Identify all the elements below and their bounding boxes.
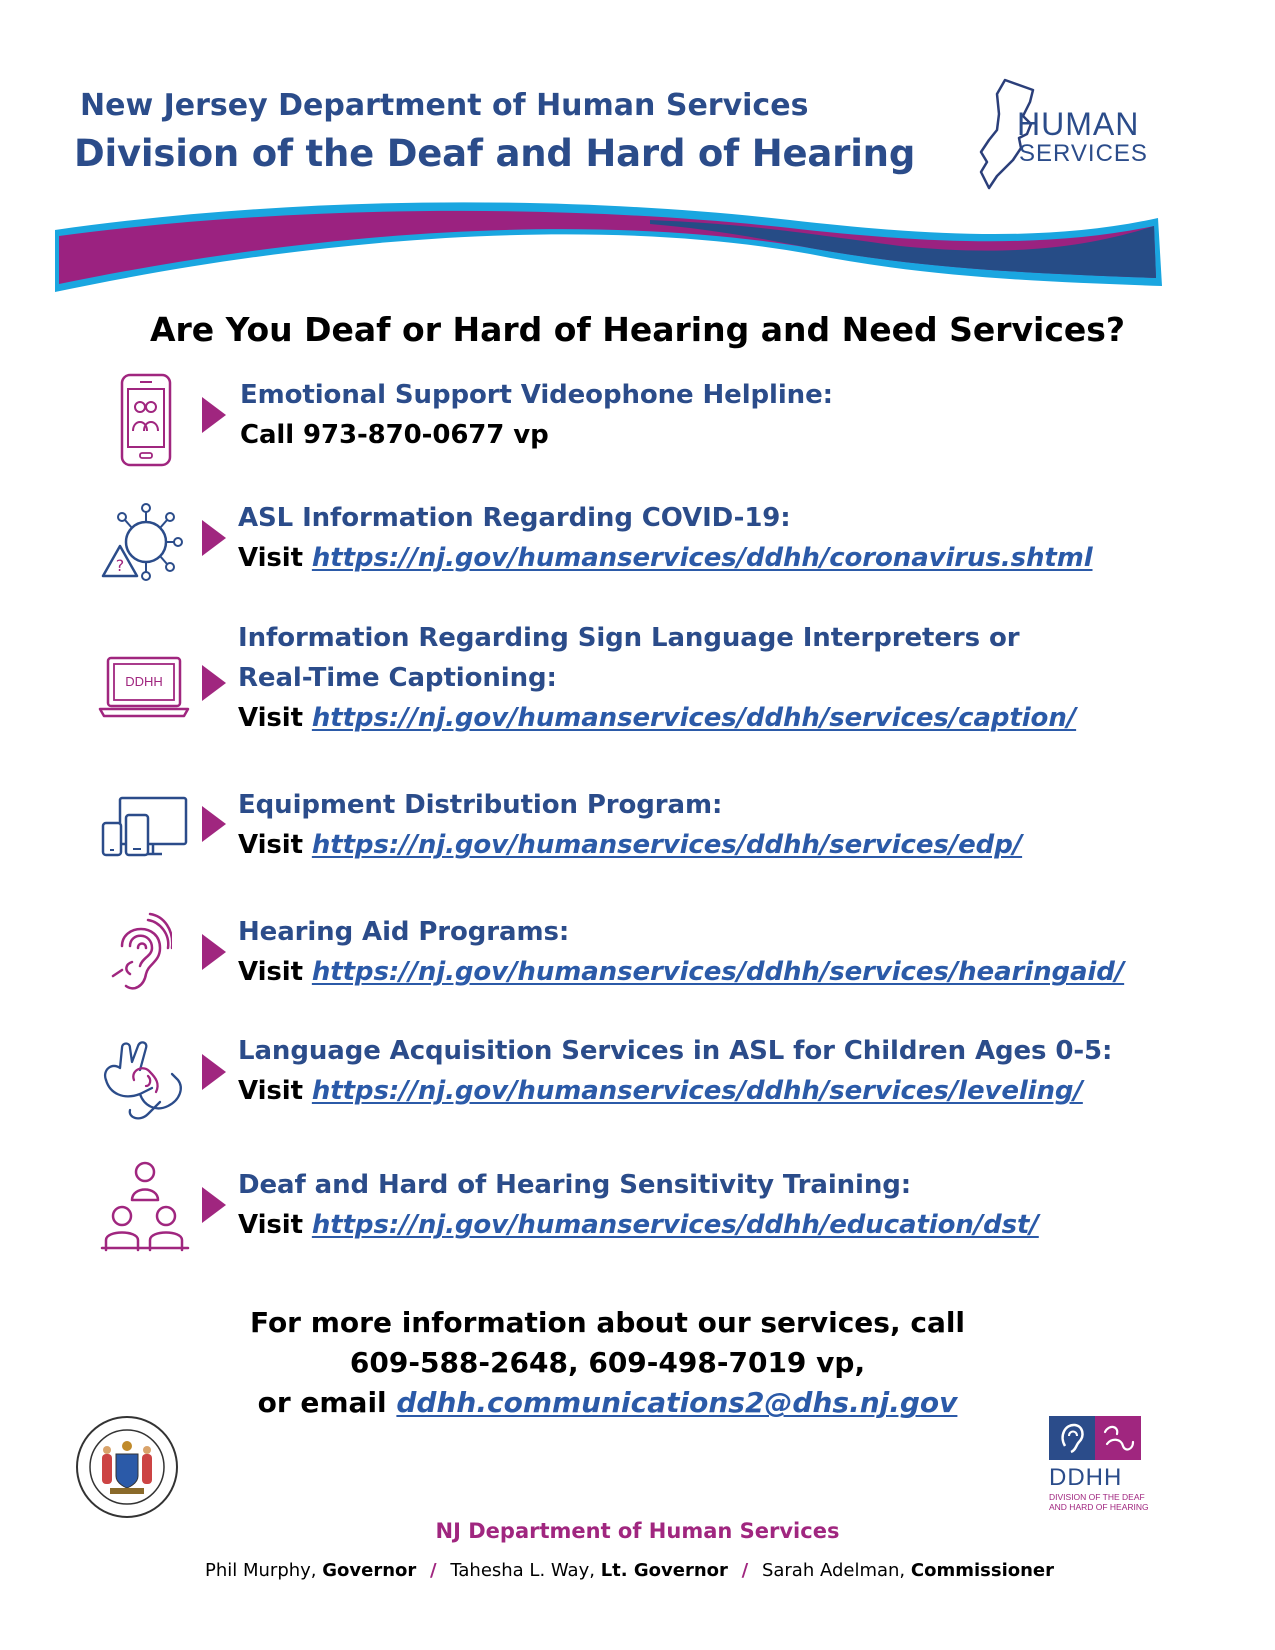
nj-state-seal: [74, 1414, 180, 1520]
service-visit-language: [238, 1076, 1083, 1106]
ddhh-logo-line1: DIVISION OF THE DEAF: [1049, 1492, 1145, 1502]
hearingaid-link[interactable]: https://nj.gov/humanservices/ddhh/services/hearingaid/: [311, 957, 1125, 987]
ddhh-logo: [1049, 1416, 1149, 1526]
bullet-arrow: [202, 934, 226, 970]
service-visit-interpreters: [238, 703, 1076, 733]
caption-link[interactable]: https://nj.gov/humanservices/ddhh/services/caption/: [311, 703, 1077, 733]
bullet-arrow: [202, 806, 226, 842]
service-title-interpreters: Information Regarding Sign Language Interpreters or: [238, 623, 1020, 653]
header-department: New Jersey Department of Human Services: [80, 88, 809, 123]
logo-services-text: SERVICES: [1019, 140, 1148, 167]
bullet-arrow: [202, 1054, 226, 1090]
sign-hands-icon: [100, 1040, 186, 1124]
visit-label: Visit: [238, 1210, 312, 1240]
laptop-screen-label: DDHH: [125, 674, 163, 689]
commissioner-title: Commissioner: [910, 1560, 1055, 1581]
dst-link[interactable]: https://nj.gov/humanservices/ddhh/education/dst/: [311, 1210, 1039, 1240]
service-title-training: Deaf and Hard of Hearing Sensitivity Training:: [238, 1170, 912, 1200]
devices-icon: [100, 795, 192, 859]
governor-title: Governor: [322, 1560, 417, 1581]
separator: /: [741, 1560, 749, 1581]
human-services-logo: [975, 72, 1165, 207]
page-title: Are You Deaf or Hard of Hearing and Need Services?: [149, 310, 1126, 349]
leveling-link[interactable]: https://nj.gov/humanservices/ddhh/services/leveling/: [311, 1076, 1083, 1106]
footer-department: NJ Department of Human Services: [435, 1519, 840, 1543]
lt-governor-name: Tahesha L. Way,: [450, 1560, 595, 1581]
visit-label: Visit: [238, 830, 312, 860]
bullet-arrow: [202, 520, 226, 556]
service-title-equipment: Equipment Distribution Program:: [238, 790, 723, 820]
service-call-videophone: Call 973-870-0677 vp: [240, 420, 549, 450]
commissioner-name: Sarah Adelman,: [761, 1560, 906, 1581]
service-title-covid: ASL Information Regarding COVID-19:: [238, 503, 791, 533]
lt-governor-title: Lt. Governor: [600, 1560, 728, 1581]
ear-icon: [108, 912, 172, 996]
bullet-arrow: [202, 1187, 226, 1223]
service-title-language: Language Acquisition Services in ASL for Children Ages 0-5:: [238, 1036, 1113, 1066]
training-group-icon: [100, 1160, 190, 1254]
service-visit-hearing-aid: [238, 957, 1124, 987]
visit-label: Visit: [238, 957, 312, 987]
email-link[interactable]: ddhh.communications2@dhs.nj.gov: [396, 1386, 958, 1419]
virus-icon: [100, 500, 186, 584]
governor-name: Phil Murphy,: [205, 1560, 317, 1581]
visit-label: Visit: [238, 543, 312, 573]
email-prefix: or email: [257, 1386, 397, 1419]
header-division: Division of the Deaf and Hard of Hearing: [74, 132, 916, 175]
ddhh-logo-line2: AND HARD OF HEARING: [1049, 1502, 1149, 1512]
footer-contact-phones: 609-588-2648, 609-498-7019 vp,: [349, 1346, 866, 1379]
bullet-arrow: [202, 397, 226, 433]
header-wave: [50, 190, 1170, 300]
service-title-videophone: Emotional Support Videophone Helpline:: [240, 380, 833, 410]
visit-label: Visit: [238, 1076, 312, 1106]
footer-contact-line1: For more information about our services, call: [249, 1306, 966, 1339]
footer-contact-email-line: [0, 1386, 1245, 1419]
service-visit-covid: [238, 543, 1093, 573]
service-visit-equipment: [238, 830, 1022, 860]
footer-officials: [205, 1560, 1054, 1581]
separator: /: [430, 1560, 437, 1581]
videophone-icon: [120, 373, 172, 467]
bullet-arrow: [202, 665, 226, 701]
ddhh-logo-mark: [1049, 1416, 1141, 1460]
svg-text:?: ?: [115, 556, 125, 575]
logo-human-text: HUMAN: [1017, 106, 1140, 142]
service-title-interpreters-2: Real-Time Captioning:: [238, 663, 557, 693]
ddhh-logo-abbr: DDHH: [1049, 1464, 1123, 1491]
service-title-hearing-aid: Hearing Aid Programs:: [238, 917, 570, 947]
visit-label: Visit: [238, 703, 312, 733]
covid-link[interactable]: https://nj.gov/humanservices/ddhh/coronavirus.shtml: [311, 543, 1093, 573]
service-visit-training: [238, 1210, 1039, 1240]
edp-link[interactable]: https://nj.gov/humanservices/ddhh/services/edp/: [311, 830, 1023, 860]
